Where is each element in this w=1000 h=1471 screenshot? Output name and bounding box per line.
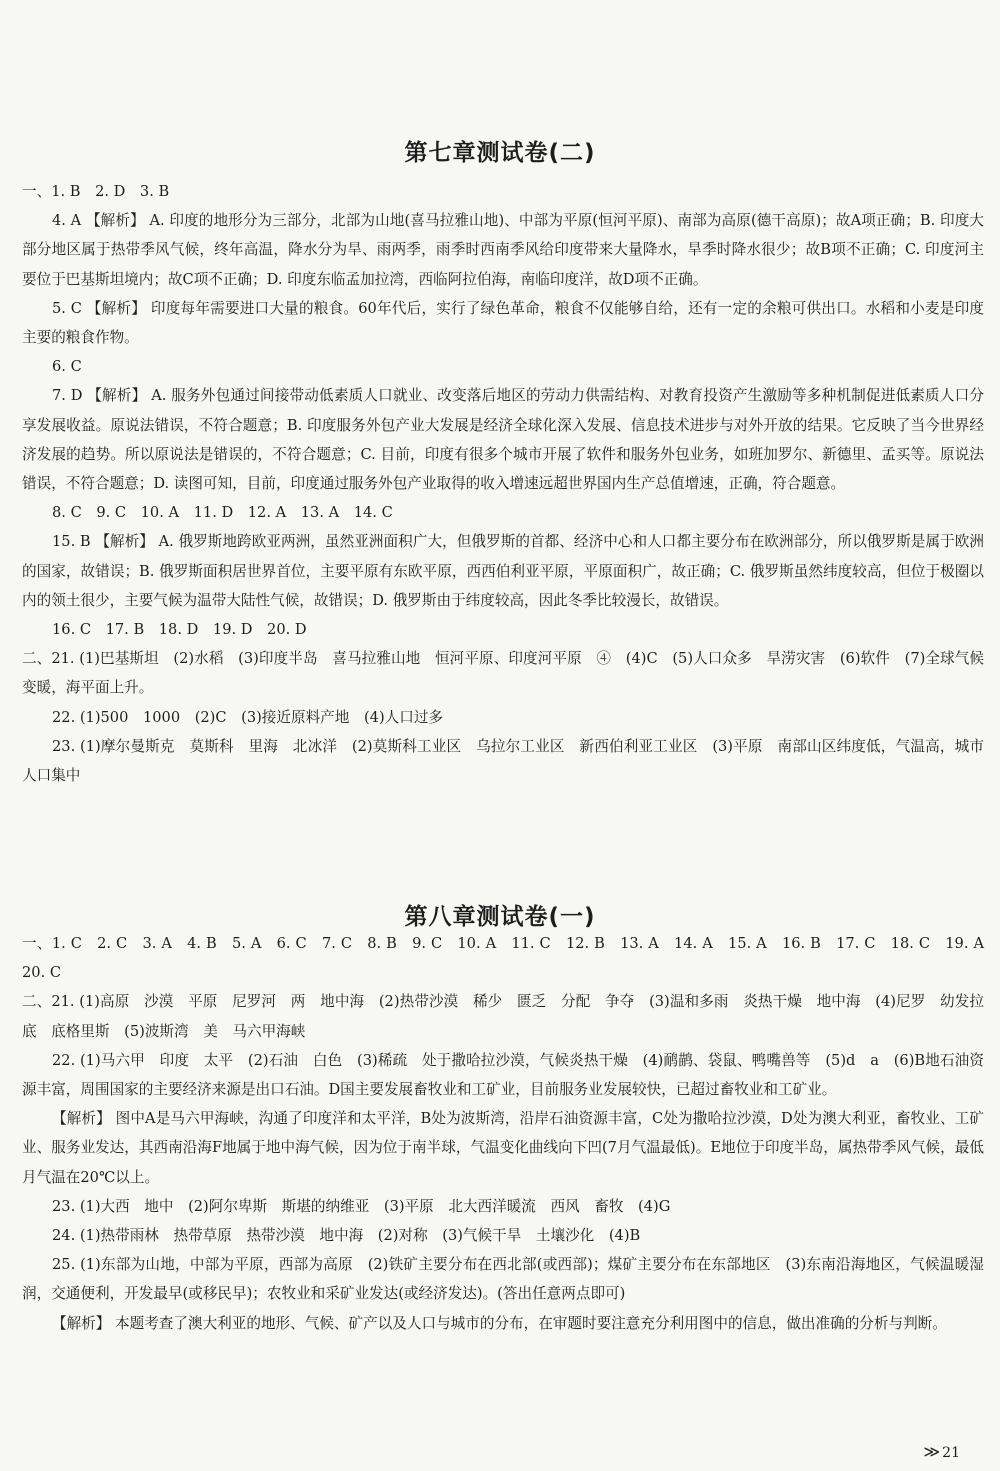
answer-paragraph: 二、21. (1)高原 沙漠 平原 尼罗河 两 地中海 (2)热带沙漠 稀少 匮乏 分配 争夺 (3)温和多雨 炎热干燥 地中海 (4)尼罗 幼发拉底 底格里斯 (5)波斯湾 美 马六甲海峡 <box>22 993 984 1040</box>
answer-paragraph: 16. C 17. B 18. D 19. D 20. D <box>52 621 307 639</box>
answer-paragraph: 22. (1)500 1000 (2)C (3)接近原料产地 (4)人口过多 <box>52 708 444 726</box>
chapter7-title: 第七章测试卷(二) <box>404 140 596 166</box>
answer-paragraph: 4. A 【解析】 A. 印度的地形分为三部分，北部为山地(喜马拉雅山地)、中部为平原(恒河平原)、南部为高原(德干高原)；故A项正确；B. 印度大部分地区属于热带季风气候，终年高温，降水分为旱、雨两季，雨季时西南季风给印度带来大量降水，旱季时降水很少；故B项不正确；C. 印度河主要位于巴基斯坦境内；故C项不正确；D. 印度东临孟加拉湾，西临阿拉伯海，南临印度洋，故D项不正确。 <box>22 212 984 288</box>
answer-paragraph: 5. C 【解析】 印度每年需要进口大量的粮食。60年代后，实行了绿色革命，粮食不仅能够自给，还有一定的余粮可供出口。水稻和小麦是印度主要的粮食作物。 <box>22 299 984 347</box>
answer-paragraph: 8. C 9. C 10. A 11. D 12. A 13. A 14. C <box>52 504 393 522</box>
answer-paragraph: 【解析】 本题考查了澳大利亚的地形、气候、矿产以及人口与城市的分布，在审题时要注意充分利用图中的信息，做出准确的分析与判断。 <box>52 1314 947 1332</box>
page-footer <box>923 1442 960 1461</box>
answer-paragraph: 7. D 【解析】 A. 服务外包通过间接带动低素质人口就业、改变落后地区的劳动力供需结构、对教育投资产生激励等多种机制促进低素质人口分享发展收益。原说法错误，不符合题意；B. 印度服务外包产业大发展是经济全球化深入发展、信息技术进步与对外开放的结果。它反映了当今世界经济发展的趋势。所以原说法是错误的，不符合题意；C. 目前，印度有很多个城市开展了软件和服务外包业务，如班加罗尔、新德里、孟买等。原说法错误，不符合题意；D. 读图可知，目前，印度通过服务外包产业取得的收入增速远超世界国内生产总值增速，正确，符合题意。 <box>22 387 984 493</box>
answer-paragraph: 23. (1)摩尔曼斯克 莫斯科 里海 北冰洋 (2)莫斯科工业区 乌拉尔工业区 新西伯利亚工业区 (3)平原 南部山区纬度低，气温高，城市人口集中 <box>22 737 984 785</box>
answer-paragraph: 23. (1)大西 地中 (2)阿尔卑斯 斯堪的纳维亚 (3)平原 北大西洋暖流 西风 畜牧 (4)G <box>52 1197 671 1215</box>
answer-paragraph: 【解析】 图中A是马六甲海峡，沟通了印度洋和太平洋，B处为波斯湾，沿岸石油资源丰富，C处为撒哈拉沙漠，D处为澳大利亚，畜牧业、工矿业、服务业发达，其西南沿海F地属于地中海气候，因为位于南半球，气温变化曲线向下凹(7月气温最低)。E地位于印度半岛，属热带季风气候，最低月气温在20℃以上。 <box>22 1110 984 1186</box>
answer-paragraph: 二、21. (1)巴基斯坦 (2)水稻 (3)印度半岛 喜马拉雅山地 恒河平原、印度河平原 ④ (4)C (5)人口众多 旱涝灾害 (6)软件 (7)全球气候变暖，海平面上升。 <box>22 650 984 697</box>
answer-paragraph: 24. (1)热带雨林 热带草原 热带沙漠 地中海 (2)对称 (3)气候干旱 土壤沙化 (4)B <box>52 1227 641 1245</box>
arrow-icon: ≫ <box>923 1442 941 1461</box>
answer-paragraph: 6. C <box>52 358 82 376</box>
answer-paragraph: 一、1. B 2. D 3. B <box>22 183 170 200</box>
chapter8-answers <box>22 929 999 1338</box>
answer-paragraph: 22. (1)马六甲 印度 太平 (2)石油 白色 (3)稀疏 处于撒哈拉沙漠，气候炎热干燥 (4)鸸鹋、袋鼠、鸭嘴兽等 (5)d a (6)B地石油资源丰富，周围国家的主要经济来源是出口石油。D国主要发展畜牧业和工矿业，目前服务业发展较快，已超过畜牧业和工矿业。 <box>22 1051 984 1099</box>
answer-paragraph: 一、1. C 2. C 3. A 4. B 5. A 6. C 7. C 8. B 9. C 10. A 11. C 12. B 13. A 14. A 15. A 16. B 17. C 18. C 19. A 20. C <box>22 935 999 982</box>
chapter8-title: 第八章测试卷(一) <box>404 904 596 930</box>
answer-paragraph: 25. (1)东部为山地，中部为平原，西部为高原 (2)铁矿主要分布在西北部(或西部)；煤矿主要分布在东部地区 (3)东南沿海地区，气候温暖湿润，交通便利，开发最早(或移民早)；农牧业和采矿业发达(或经济发达)。(答出任意两点即可) <box>22 1256 984 1303</box>
answer-paragraph: 15. B 【解析】 A. 俄罗斯地跨欧亚两洲，虽然亚洲面积广大，但俄罗斯的首都、经济中心和人口都主要分布在欧洲部分，所以俄罗斯是属于欧洲的国家，故错误；B. 俄罗斯面积居世界首位，主要平原有东欧平原，西西伯利亚平原，平原面积广，故正确；C. 俄罗斯虽然纬度较高，但位于极圈以内的领土很少，主要气候为温带大陆性气候，故错误；D. 俄罗斯由于纬度较高，因此冬季比较漫长，故错误。 <box>22 533 984 609</box>
chapter7-answers <box>22 177 984 790</box>
page-number: 21 <box>942 1445 960 1461</box>
